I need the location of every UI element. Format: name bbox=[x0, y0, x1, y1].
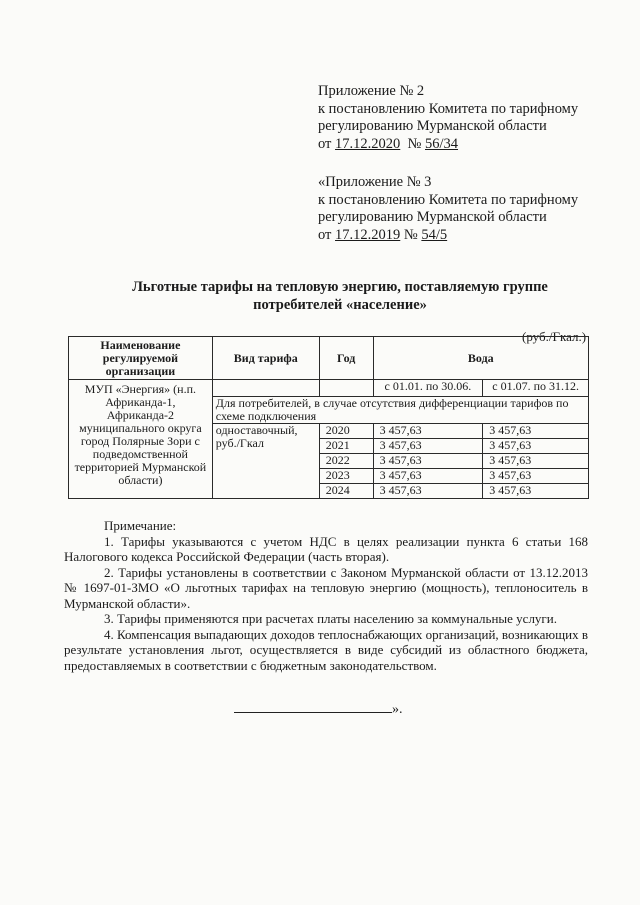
tariff-h1-cell: 3 457,63 bbox=[373, 454, 483, 469]
unit-label: (руб./Гкал.) bbox=[522, 329, 587, 344]
signature-underline bbox=[234, 700, 392, 713]
year-cell: 2022 bbox=[319, 454, 373, 469]
table-header-row bbox=[69, 337, 589, 380]
consumer-note-cell: Для потребителей, в случае отсутствия дифференциации тарифов по схеме подключения bbox=[212, 397, 588, 424]
tariff-h1-cell: 3 457,63 bbox=[373, 424, 483, 439]
title-line1: Льготные тарифы на тепловую энергию, поставляемую группе bbox=[132, 279, 548, 295]
appendix-2-line3: регулированию Мурманской области bbox=[318, 118, 547, 134]
tariff-type-cell: одноставочный, руб./Гкал bbox=[212, 424, 319, 499]
appendix-2-date-line bbox=[318, 136, 578, 154]
period-second-half: с 01.07. по 31.12. bbox=[483, 380, 589, 397]
empty-cell bbox=[212, 380, 319, 397]
org-name-cell: МУП «Энергия» (н.п. Африканда-1, Африканда-2 муниципального округа город Полярные Зори с подведомственной территорией Мурманской области) bbox=[69, 380, 213, 499]
header-water: Вода bbox=[373, 337, 588, 380]
note-item: 4. Компенсация выпадающих доходов теплоснабжающих организаций, возникающих в результате установления льгот, осуществляется в виде субсидий из областного бюджета, предоставляемых в соответствии с бюджетным законодательством. bbox=[64, 626, 588, 673]
notes-section bbox=[64, 518, 588, 673]
appendix-3-date: 17.12.2019 bbox=[335, 226, 401, 243]
number-prefix: № bbox=[400, 135, 425, 152]
appendix-2-header bbox=[318, 83, 578, 153]
closing-line bbox=[234, 700, 403, 718]
year-cell: 2023 bbox=[319, 469, 373, 484]
document-title bbox=[80, 278, 600, 314]
year-cell: 2021 bbox=[319, 439, 373, 454]
appendix-3-date-line bbox=[318, 227, 578, 245]
period-first-half: с 01.01. по 30.06. bbox=[373, 380, 483, 397]
empty-cell bbox=[319, 380, 373, 397]
appendix-3-line2: к постановлению Комитета по тарифному bbox=[318, 191, 579, 208]
note-item: 2. Тарифы установлены в соответствии с Законом Мурманской области от 13.12.2013 № 1697-01-ЗМО «О льготных тарифах на тепловую энергию (мощность), теплоноситель в Мурманской области». bbox=[64, 564, 588, 611]
appendix-3-number: 54/5 bbox=[421, 226, 448, 243]
note-item: 1. Тарифы указываются с учетом НДС в целях реализации пункта 6 статьи 168 Налогового кодекса Российской Федерации (часть вторая). bbox=[64, 533, 588, 564]
year-cell: 2020 bbox=[319, 424, 373, 439]
notes-heading: Примечание: bbox=[104, 518, 177, 533]
tariff-h1-cell: 3 457,63 bbox=[373, 469, 483, 484]
tariff-h2-cell: 3 457,63 bbox=[483, 484, 589, 499]
header-org: Наименование регулируемой организации bbox=[69, 337, 213, 380]
appendix-2-date: 17.12.2020 bbox=[335, 135, 401, 152]
tariff-h2-cell: 3 457,63 bbox=[483, 439, 589, 454]
appendix-3-header bbox=[318, 174, 578, 244]
appendix-3-line3: регулированию Мурманской области bbox=[318, 209, 547, 225]
appendix-2-line2: к постановлению Комитета по тарифному bbox=[318, 100, 579, 117]
header-tariff-type: Вид тарифа bbox=[212, 337, 319, 380]
note-item: 3. Тарифы применяются при расчетах платы населению за коммунальные услуги. bbox=[104, 611, 557, 626]
header-year: Год bbox=[319, 337, 373, 380]
tariff-table bbox=[68, 336, 589, 499]
year-cell: 2024 bbox=[319, 484, 373, 499]
tariff-h1-cell: 3 457,63 bbox=[373, 484, 483, 499]
tariff-h1-cell: 3 457,63 bbox=[373, 439, 483, 454]
appendix-3-line1: «Приложение № 3 bbox=[318, 174, 432, 190]
appendix-2-number: 56/34 bbox=[425, 135, 459, 152]
tariff-h2-cell: 3 457,63 bbox=[483, 424, 589, 439]
number-prefix: № bbox=[400, 226, 422, 243]
appendix-2-line1: Приложение № 2 bbox=[318, 83, 425, 99]
date-prefix: от bbox=[318, 135, 336, 152]
date-prefix: от bbox=[318, 226, 336, 243]
tariff-h2-cell: 3 457,63 bbox=[483, 469, 589, 484]
tariff-h2-cell: 3 457,63 bbox=[483, 454, 589, 469]
title-line2: потребителей «население» bbox=[253, 297, 427, 313]
closing-quote: ». bbox=[392, 702, 403, 717]
period-row bbox=[69, 380, 589, 397]
